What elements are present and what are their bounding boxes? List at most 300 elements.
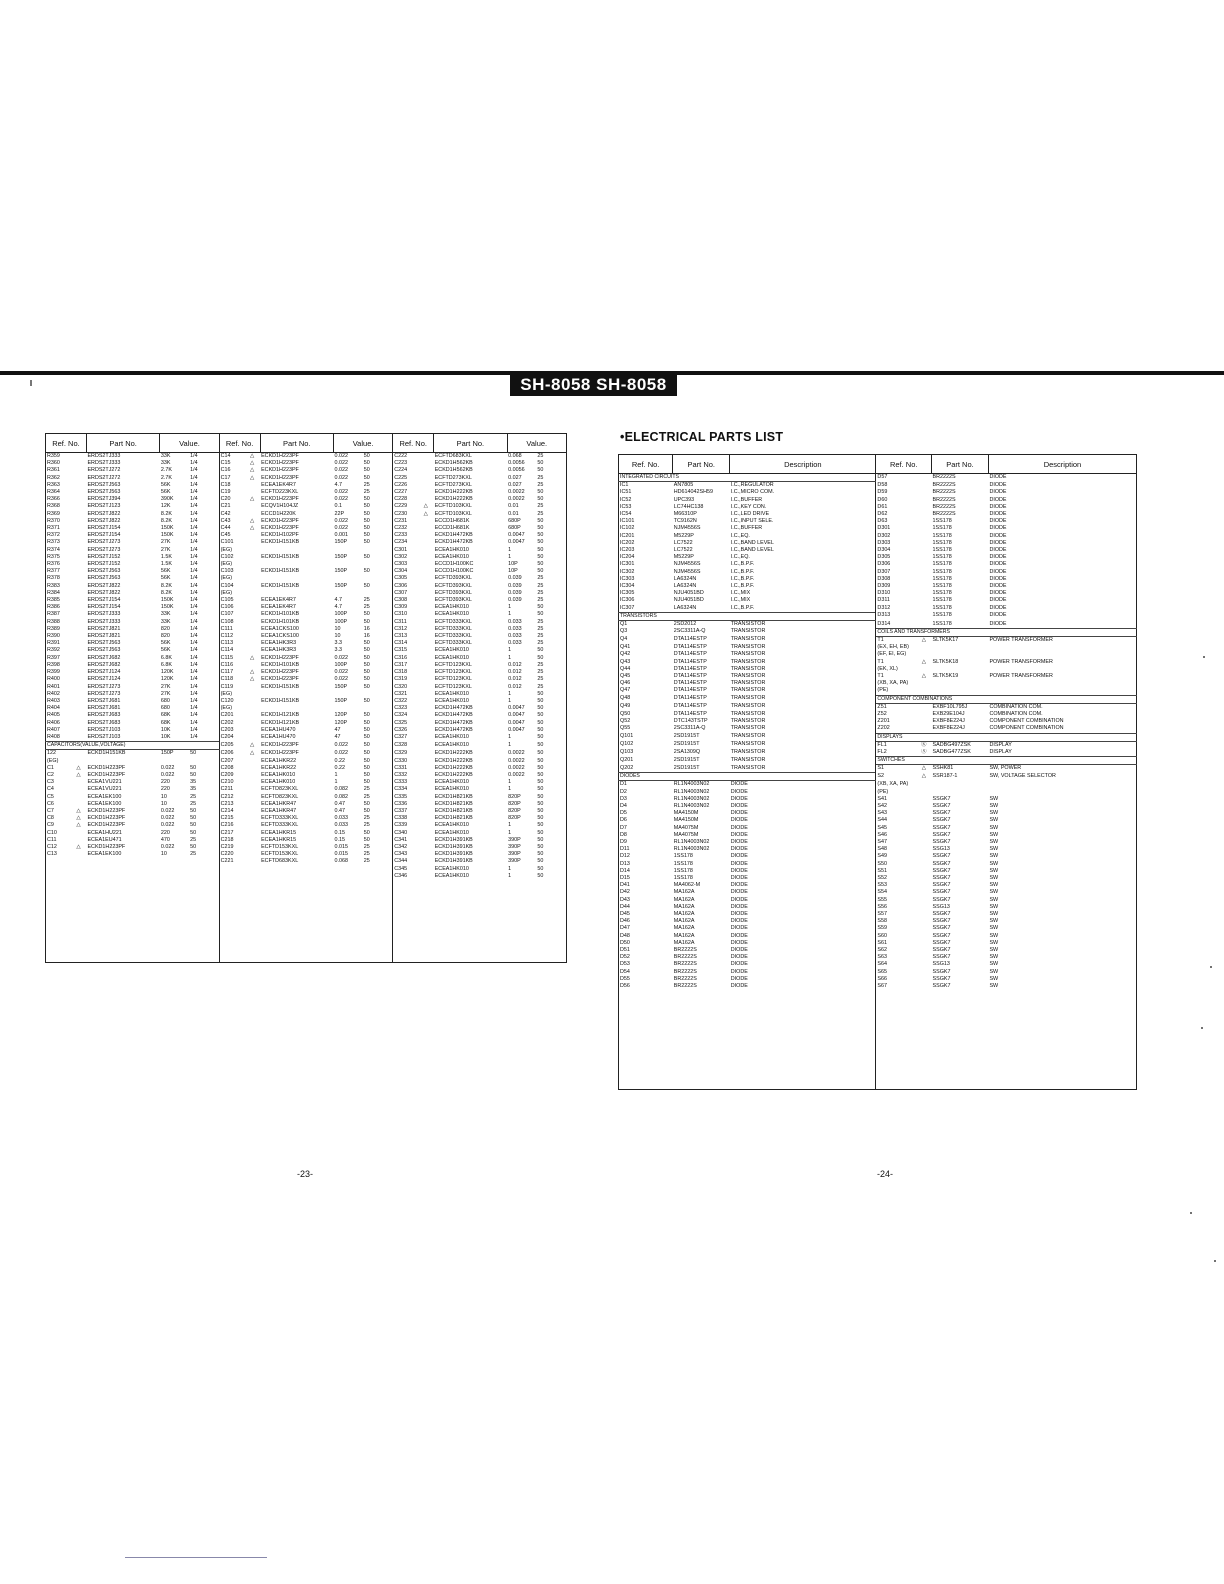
part-no: ECFTD823KXL — [261, 793, 299, 800]
rating: 50 — [537, 800, 544, 807]
value: 680P — [508, 525, 521, 532]
ref-no: C102 — [220, 553, 234, 560]
part-no: DTA114ESTP — [673, 680, 707, 687]
part-no: ECFTD333KXL — [434, 625, 472, 632]
table-row — [46, 575, 567, 582]
rating: 25 — [537, 474, 544, 481]
part-no: ECEA1CKS100 — [261, 625, 299, 632]
description: SW — [989, 874, 999, 881]
rating: 1/4 — [189, 727, 219, 734]
part-no: ECFTD273KXL — [434, 481, 472, 488]
ref-no: C16 — [220, 467, 231, 474]
safety-mark — [658, 803, 673, 810]
value: 12K — [160, 503, 171, 510]
value: 0.0022 — [508, 764, 525, 771]
ref-no: D5 — [620, 810, 627, 817]
safety-mark: △ — [423, 503, 428, 510]
description: DIODE — [989, 539, 1007, 546]
part-no: ECKD1H101KB — [261, 661, 300, 668]
rating: 1/4 — [189, 475, 219, 482]
part-no: ECFTD103KXL — [434, 503, 472, 510]
ref-no: T1 — [877, 658, 884, 665]
part-no: ECKD1H223PF — [261, 474, 299, 481]
safety-mark: △ — [250, 654, 255, 661]
value: 2.7K — [160, 474, 172, 481]
part-no: ECFTD683KXL — [434, 453, 472, 459]
ref-no: C313 — [394, 633, 408, 640]
value: 0.0056 — [508, 460, 525, 467]
value: 150P — [334, 582, 348, 589]
part-no: ECFTD333KXL — [261, 815, 299, 822]
part-no: ECEA1HK010 — [434, 741, 469, 748]
value: 8.2K — [160, 510, 172, 517]
rating: 50 — [363, 779, 393, 786]
part-no: AN7805 — [673, 482, 694, 489]
description: TRANSISTOR — [730, 733, 876, 741]
description: POWER TRANSFORMER — [989, 672, 1053, 679]
safety-mark — [244, 561, 260, 568]
part-no-header: Part No. — [260, 434, 333, 453]
part-no — [932, 644, 989, 651]
part-no: BR2222S — [932, 503, 956, 510]
part-no: ECKD1H472KB — [434, 719, 473, 726]
safety-mark — [244, 547, 260, 554]
part-no: ERDS2TJ563 — [87, 568, 121, 575]
table-row — [46, 801, 567, 808]
ref-no: C338 — [394, 815, 408, 822]
ref-no: C319 — [394, 676, 408, 683]
rating: 50 — [537, 532, 544, 539]
ref-no: C117 — [220, 669, 234, 676]
rating: 50 — [363, 539, 393, 546]
part-no: 1SS178 — [673, 874, 693, 881]
table-row — [46, 662, 567, 669]
safety-mark — [418, 794, 434, 801]
rating: 25 — [189, 801, 219, 808]
description: DIODE — [730, 933, 876, 940]
part-no: 2SD1915T — [673, 764, 700, 771]
ref-no: C317 — [394, 661, 408, 668]
ref-no: C101 — [220, 539, 234, 546]
value: 0.0022 — [508, 749, 525, 756]
value: 0.022 — [334, 453, 348, 459]
part-no: RL1N4003N02 — [673, 838, 710, 845]
safety-mark — [244, 489, 260, 496]
part-no: BR2222S — [673, 983, 697, 990]
ref-no: S55 — [877, 896, 888, 903]
part-no: ECEA1HK010 — [434, 604, 469, 611]
ref-no: C333 — [394, 779, 408, 786]
safety-mark — [418, 684, 434, 691]
rating: 1/4 — [189, 503, 219, 510]
safety-mark — [658, 832, 673, 839]
safety-mark — [916, 651, 931, 658]
part-no: 1SS178 — [932, 604, 952, 611]
ref-no: IC54 — [620, 511, 632, 518]
rating: 50 — [537, 467, 544, 474]
table-row — [619, 687, 1137, 695]
table-row — [46, 712, 567, 719]
value: 0.0047 — [508, 705, 525, 712]
safety-mark — [71, 655, 87, 662]
value: 150K — [160, 525, 174, 532]
ref-no: D13 — [620, 860, 630, 867]
safety-mark — [658, 605, 673, 613]
ref-no: (EX, EH, EB) — [877, 644, 909, 651]
ref-no: S64 — [877, 961, 888, 968]
ref-no: S58 — [877, 918, 888, 925]
ref-no: C324 — [394, 712, 408, 719]
safety-mark — [71, 691, 87, 698]
value: 1 — [508, 654, 512, 661]
description: TRANSISTOR — [730, 651, 876, 658]
description: SW — [989, 831, 999, 838]
ref-no: C314 — [394, 640, 408, 647]
table-row — [619, 547, 1137, 554]
safety-mark — [244, 727, 260, 734]
safety-mark — [244, 873, 260, 880]
safety-mark — [916, 976, 931, 983]
part-no: ECEA1HKR15 — [261, 829, 297, 836]
safety-mark — [658, 554, 673, 561]
ref-no: C45 — [220, 532, 231, 539]
part-no: LA6324N — [673, 583, 697, 590]
value: 0.022 — [160, 815, 175, 822]
safety-mark — [658, 482, 673, 490]
rating: 25 — [537, 481, 544, 488]
rating: 50 — [189, 830, 219, 837]
section-label: COILS AND TRANSFORMERS — [876, 628, 1137, 636]
safety-mark — [71, 597, 87, 604]
value: 0.012 — [508, 676, 522, 683]
table-row — [46, 453, 567, 461]
ref-no: C303 — [394, 561, 408, 568]
description: POWER TRANSFORMER — [989, 636, 1053, 643]
ref-no: C43 — [220, 517, 231, 524]
table-row — [46, 808, 567, 815]
part-no: ERDS2TJ394 — [87, 496, 121, 503]
safety-mark — [916, 810, 931, 817]
safety-mark — [418, 496, 434, 503]
safety-mark — [71, 575, 87, 582]
part-no: 1SS178 — [932, 525, 952, 532]
safety-mark — [916, 904, 931, 911]
ref-no: C8 — [47, 815, 54, 822]
safety-mark: △ — [921, 772, 926, 779]
part-no: SSGK7 — [932, 983, 951, 990]
value: 33K — [160, 611, 171, 618]
part-no: ECKD1H223PF — [261, 525, 299, 532]
part-no: ECKD1H223PF — [261, 517, 299, 524]
value: 3.3 — [334, 647, 342, 654]
description: DIODE — [989, 503, 1007, 510]
value: 220 — [160, 786, 170, 793]
description: DIODE — [730, 789, 876, 796]
left-table-header — [46, 434, 567, 453]
part-no: RL1N4003N02 — [673, 795, 710, 802]
safety-mark: △ — [76, 807, 81, 814]
ref-no: C343 — [394, 851, 408, 858]
part-no: ECCD1H681K — [434, 525, 470, 532]
table-row — [46, 765, 567, 772]
ref-no: D53 — [620, 961, 630, 968]
value — [333, 561, 362, 568]
rating: 1/4 — [189, 640, 219, 647]
ref-no: D12 — [620, 853, 630, 860]
value: 0.0022 — [508, 771, 525, 778]
part-no: ECEA1HK010 — [434, 872, 469, 879]
rating: 50 — [363, 640, 393, 647]
part-no: ECKD1H151KB — [261, 697, 300, 704]
value — [333, 691, 362, 698]
description: DIODE — [989, 511, 1007, 518]
ref-no: (PE) — [877, 788, 889, 795]
ref-no: Q49 — [620, 703, 631, 710]
ref-no: C215 — [220, 815, 234, 822]
part-no: 1SS178 — [673, 860, 693, 867]
rating: 50 — [537, 771, 544, 778]
rating: 16 — [363, 633, 393, 640]
value: 47 — [334, 733, 341, 740]
description — [988, 687, 1136, 695]
description: DIODE — [730, 889, 876, 896]
safety-mark — [244, 532, 260, 539]
part-no: BR2222S — [932, 511, 956, 518]
part-no: BR2222S — [932, 474, 956, 480]
part-no: 2SD2012 — [673, 621, 697, 628]
safety-mark — [418, 786, 434, 793]
table-row — [619, 882, 1137, 889]
table-row — [619, 605, 1137, 613]
safety-mark — [916, 947, 931, 954]
safety-mark — [916, 576, 931, 583]
value: 6.8K — [160, 661, 172, 668]
ref-no: C211 — [220, 786, 234, 793]
value: 1 — [334, 771, 338, 778]
table-row — [619, 911, 1137, 918]
description: DIODE — [989, 474, 1007, 480]
table-row — [619, 659, 1137, 666]
ref-no: D50 — [620, 939, 630, 946]
safety-mark — [916, 497, 931, 504]
value: 150P — [334, 568, 348, 575]
safety-mark — [916, 518, 931, 525]
section-label: DISPLAYS — [876, 733, 1137, 741]
rating: 50 — [363, 765, 393, 772]
rating: 50 — [189, 772, 219, 779]
ref-no: C321 — [394, 690, 408, 697]
rating: 1/4 — [189, 453, 219, 461]
description: SW — [989, 925, 999, 932]
table-row — [619, 597, 1137, 604]
description: DIODE — [730, 875, 876, 882]
value: 0.022 — [160, 764, 175, 771]
ref-no: C230 — [394, 510, 408, 517]
ref-no: R362 — [47, 474, 60, 481]
rating: 25 — [363, 844, 393, 851]
ref-no: Q48 — [620, 695, 631, 702]
rating: 1/4 — [189, 633, 219, 640]
rating: 50 — [537, 460, 544, 467]
safety-mark — [418, 758, 434, 765]
ref-no: C12 — [47, 843, 57, 850]
ref-no: IC201 — [620, 532, 635, 539]
part-no: SSGK7 — [932, 968, 951, 975]
table-row — [619, 718, 1137, 725]
part-no: ECKD1H223PF — [87, 764, 126, 771]
ref-no: C44 — [220, 525, 231, 532]
description: SW — [989, 860, 999, 867]
ref-no: (EG) — [220, 705, 233, 712]
rating — [189, 758, 219, 765]
value: 10 — [334, 633, 341, 640]
safety-mark: △ — [250, 496, 255, 503]
ref-no: IC304 — [620, 583, 635, 590]
description: I.C.,BUFFER — [730, 525, 876, 532]
rating — [363, 590, 393, 597]
description-header: Description — [988, 455, 1136, 474]
rating: 1/4 — [189, 691, 219, 698]
table-row — [619, 695, 1137, 703]
safety-mark — [418, 489, 434, 496]
ref-no: C119 — [220, 683, 234, 690]
description: I.C.,MICRO COM. — [730, 489, 876, 496]
safety-mark: △ — [921, 765, 926, 772]
table-row — [619, 976, 1137, 983]
table-row — [46, 532, 567, 539]
ref-no: S47 — [877, 838, 888, 845]
safety-mark — [244, 684, 260, 691]
ref-no: R406 — [47, 719, 60, 726]
value: 1 — [508, 546, 512, 553]
part-no: ERDS2TJ124 — [87, 676, 121, 683]
part-no: SSGK7 — [932, 882, 951, 889]
rating: 50 — [537, 815, 544, 822]
description: SW — [989, 939, 999, 946]
ref-no: C1 — [47, 764, 54, 771]
part-no: BR2222S — [673, 961, 697, 968]
rating: 50 — [537, 553, 544, 560]
description: DIODE — [730, 882, 876, 889]
description: SW — [989, 932, 999, 939]
part-no: ECEA1HK010 — [434, 829, 469, 836]
value: 56K — [160, 568, 171, 575]
value: 10 — [160, 793, 167, 800]
safety-mark — [658, 875, 673, 882]
table-row — [46, 669, 567, 676]
part-no: SSR187-1 — [932, 772, 958, 779]
description: SW — [989, 810, 999, 817]
page-number-left: -23- — [297, 1169, 314, 1179]
ref-no: C207 — [220, 757, 234, 764]
part-no: SSGK7 — [932, 831, 951, 838]
value: 1 — [508, 553, 512, 560]
part-no: ECKD1H223PF — [261, 676, 299, 683]
rating: 50 — [537, 779, 544, 786]
safety-mark — [658, 695, 673, 703]
ref-no: R398 — [47, 661, 60, 668]
description: SW — [989, 968, 999, 975]
part-no: SSG13 — [932, 846, 950, 853]
value: 120P — [334, 719, 348, 726]
table-row — [619, 897, 1137, 904]
section-label: CAPACITORS(VALUE,VOLTAGE) — [46, 742, 220, 750]
ref-no: D15 — [620, 874, 630, 881]
value: 0.033 — [508, 618, 522, 625]
part-no: ECFTD123KXL — [434, 683, 472, 690]
part-no: 1SS178 — [932, 583, 952, 590]
rating: 50 — [537, 517, 544, 524]
table-row — [619, 497, 1137, 504]
value: 10 — [160, 800, 167, 807]
value: 1 — [508, 786, 512, 793]
table-row — [619, 725, 1137, 733]
ref-no: R401 — [47, 683, 60, 690]
rating: 50 — [537, 719, 544, 726]
description: DIODE — [989, 481, 1007, 488]
safety-mark — [658, 911, 673, 918]
safety-mark — [418, 779, 434, 786]
safety-mark — [71, 705, 87, 712]
part-no: ECKD1H821KB — [434, 807, 473, 814]
rating: 1/4 — [189, 676, 219, 683]
ref-no: D2 — [620, 788, 627, 795]
ref-no: C2 — [47, 771, 54, 778]
table-row — [46, 619, 567, 626]
rating — [363, 866, 393, 873]
value: 820P — [508, 807, 521, 814]
safety-mark — [418, 822, 434, 829]
section-label: SWITCHES — [876, 757, 1137, 765]
table-row — [46, 640, 567, 647]
description: TRANSISTOR — [730, 673, 876, 680]
safety-mark — [244, 604, 260, 611]
description: DIODE — [989, 604, 1007, 611]
part-no: ERDS2TJ683 — [87, 719, 121, 726]
ref-no: C17 — [220, 474, 231, 481]
ref-no: R361 — [47, 467, 60, 474]
rating: 50 — [363, 676, 393, 683]
rating: 1/4 — [189, 647, 219, 654]
ref-no — [46, 858, 71, 865]
rating: 50 — [537, 733, 544, 740]
ref-no: T1 — [877, 672, 884, 679]
description: DIODE — [730, 825, 876, 832]
value — [333, 873, 362, 880]
description: DIODE — [730, 983, 876, 990]
part-no: ECEA1HKR22 — [261, 757, 297, 764]
safety-mark — [71, 561, 87, 568]
ref-no: C322 — [394, 697, 408, 704]
part-no: ECFTD123KXL — [434, 661, 472, 668]
ref-no: R397 — [47, 654, 60, 661]
part-no: EXBF8E224J — [932, 718, 965, 725]
safety-mark — [916, 511, 931, 518]
ref-no: S49 — [877, 853, 888, 860]
ref-no: C203 — [220, 726, 234, 733]
ref-no: C103 — [220, 568, 234, 575]
ref-no: R373 — [47, 539, 60, 546]
safety-mark — [418, 482, 434, 489]
part-no: 1SS178 — [932, 612, 952, 619]
part-no — [260, 575, 333, 582]
safety-mark — [916, 711, 931, 718]
part-no: MA4075M — [673, 824, 699, 831]
value: 0.47 — [334, 807, 345, 814]
part-no: UPC393 — [673, 496, 695, 503]
part-no: ECFTD333KXL — [434, 633, 472, 640]
part-no: ECEA1EK4R7 — [261, 597, 296, 604]
